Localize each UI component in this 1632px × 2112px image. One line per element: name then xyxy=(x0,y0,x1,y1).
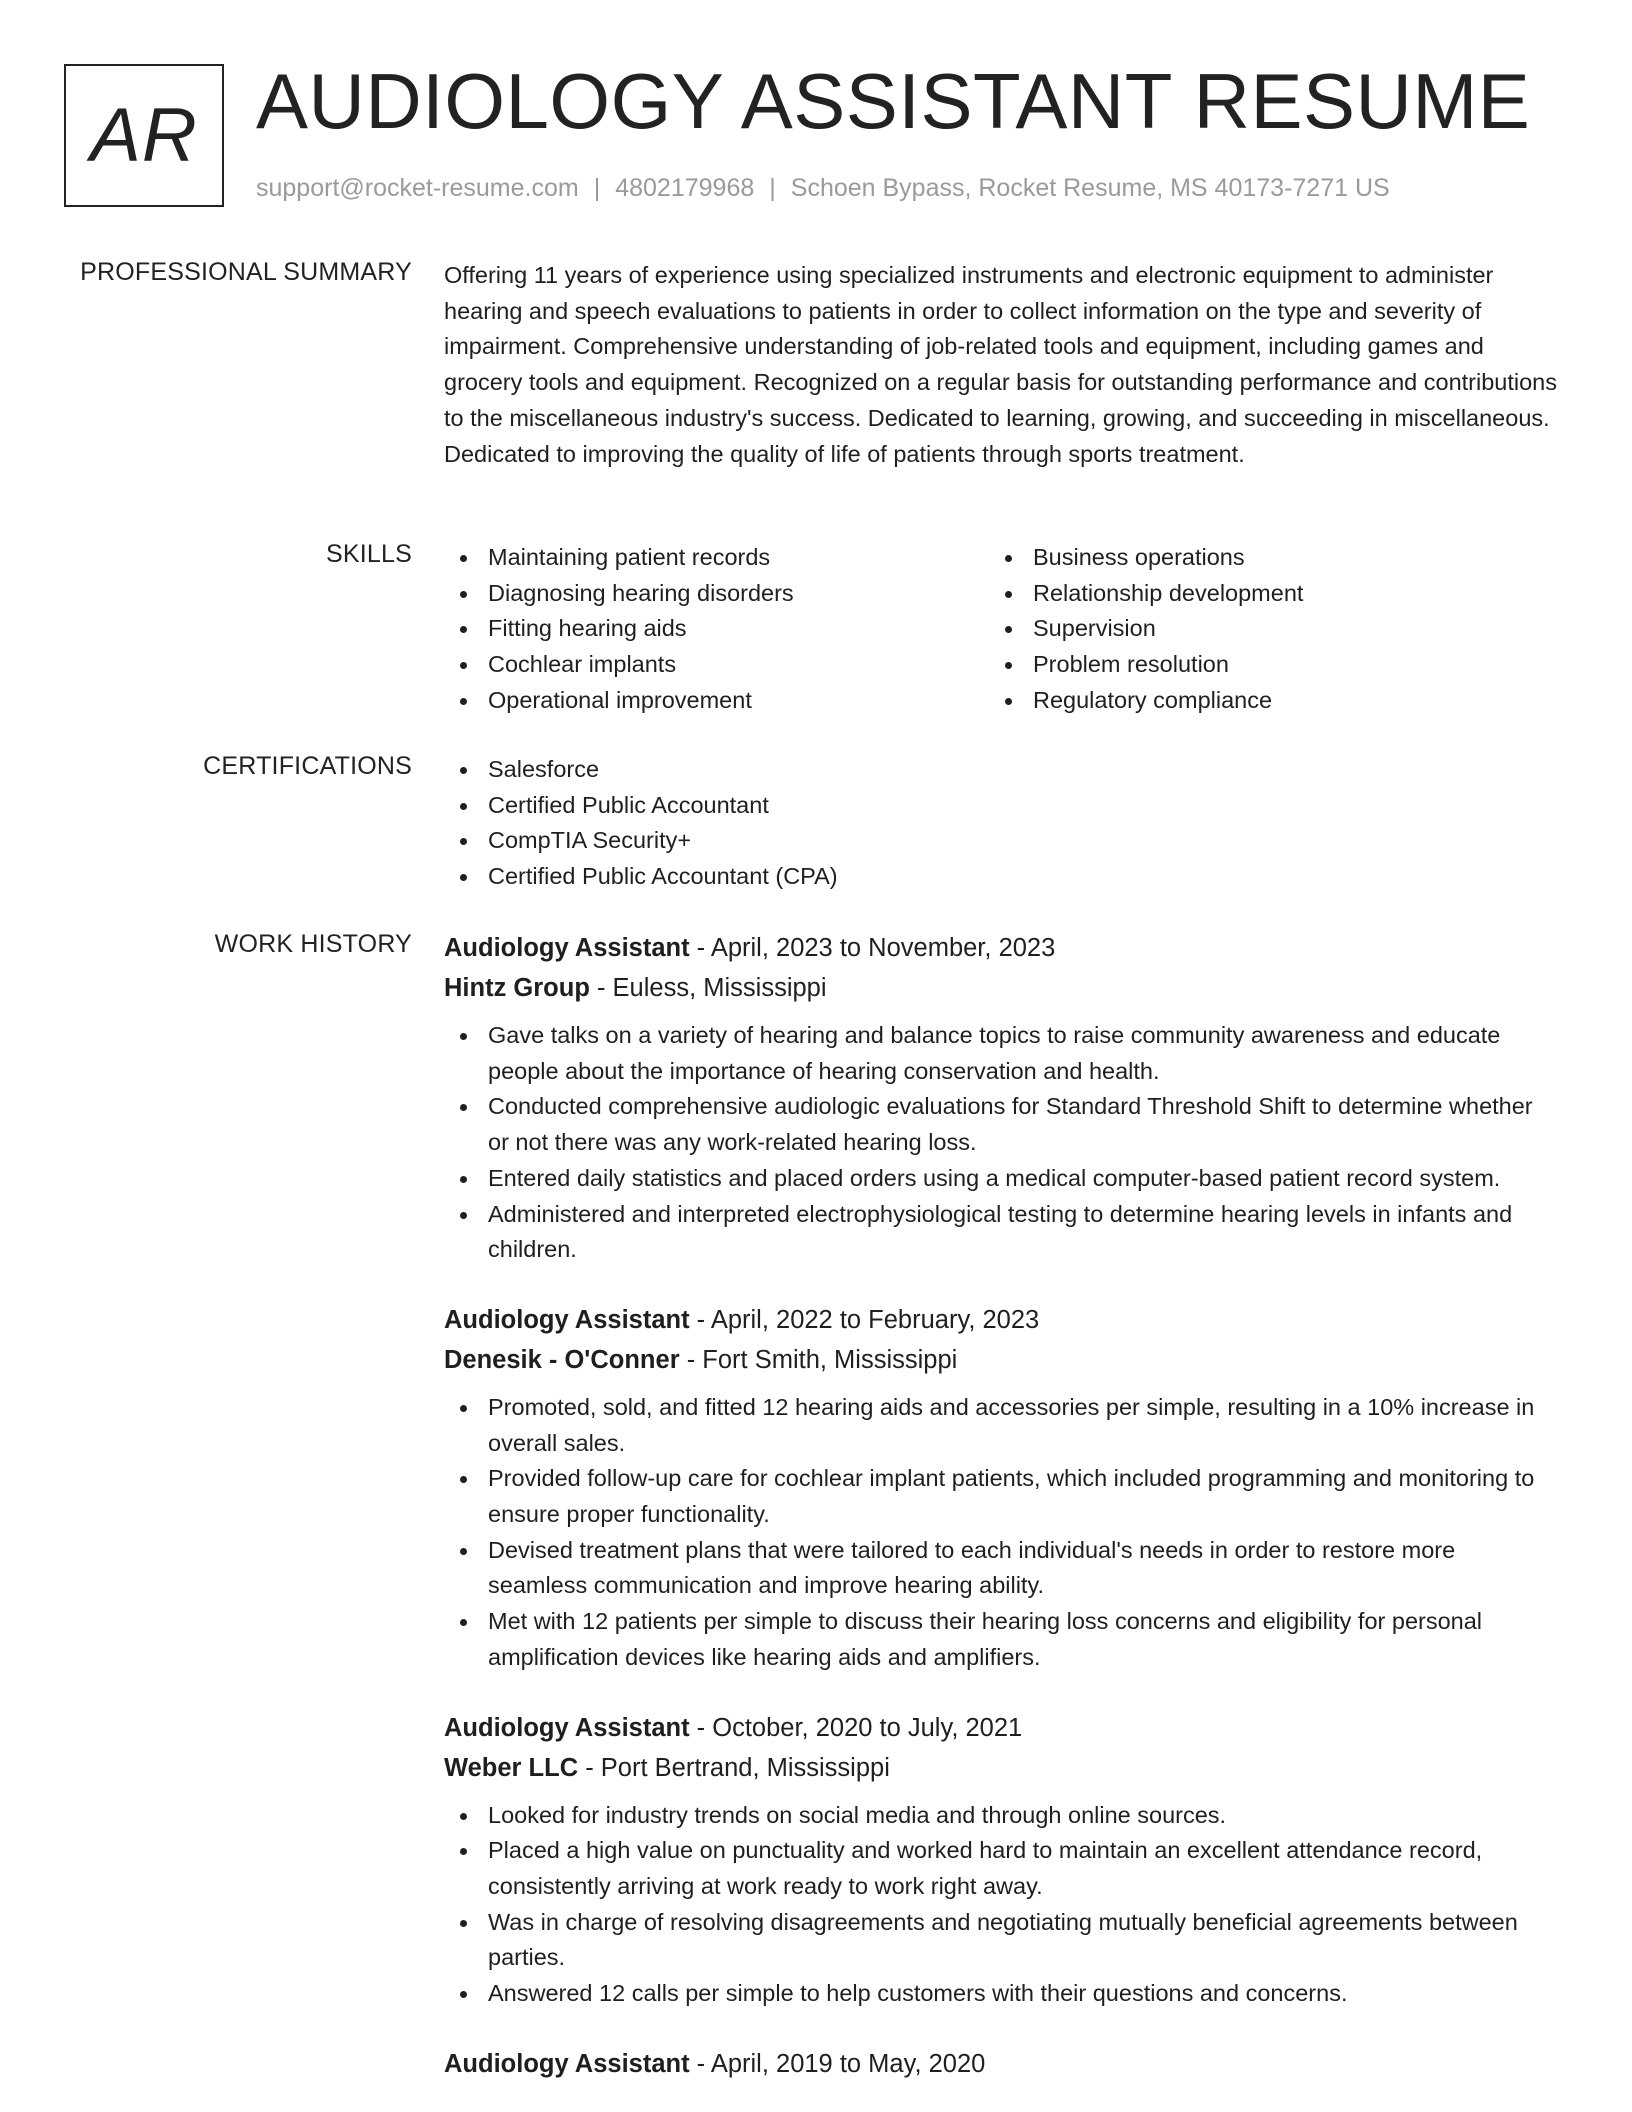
job-bullet: Met with 12 patients per simple to discuss their hearing loss concerns and eligibility for personal amplification devices like hearing aids and amplifiers. xyxy=(444,1604,1560,1675)
job-title-line xyxy=(444,1300,1560,1340)
work-history-body xyxy=(444,928,1560,2112)
skill-item: Relationship development xyxy=(989,576,1534,612)
job-bullets xyxy=(444,1390,1560,1676)
contact-phone[interactable]: 4802179968 xyxy=(615,174,755,202)
skills-list-right xyxy=(989,540,1534,719)
skill-item: Maintaining patient records xyxy=(444,540,989,576)
summary-text: Offering 11 years of experience using specialized instruments and electronic equipment to administer hearing and speech evaluations to patients in order to collect information on the type and severity of impairment. Comprehensive understanding of job-related tools and equipment, including games and grocery tools and equipment. Recognized on a regular basis for outstanding performance and contributions to the miscellaneous industry's success. Dedicated to learning, growing, and succeeding in miscellaneous. Dedicated to improving the quality of life of patients through sports treatment. xyxy=(444,262,1558,467)
job-entry xyxy=(444,1708,1560,2012)
skill-item: Operational improvement xyxy=(444,683,989,719)
skills-columns xyxy=(444,540,1560,719)
contact-separator: | xyxy=(593,174,601,202)
job-title: Audiology Assistant xyxy=(444,934,690,962)
certification-item: Certified Public Accountant xyxy=(444,788,1560,824)
job-entry xyxy=(444,928,1560,1268)
job-company: Hintz Group xyxy=(444,974,590,1002)
job-dates: - April, 2019 to May, 2020 xyxy=(689,2049,986,2078)
job-bullet: Promoted, sold, and fitted 12 hearing aids and accessories per simple, resulting in a 10% increase in overall sales. xyxy=(444,1390,1560,1461)
job-location: - Fort Smith, Mississippi xyxy=(679,1345,958,1374)
job-bullet: Entered daily statistics and placed orders using a medical computer-based patient record system. xyxy=(444,1161,1560,1197)
job-company: Weber LLC xyxy=(444,1753,579,1782)
monogram-initials: AR xyxy=(90,93,198,178)
job-bullets xyxy=(444,1798,1560,2012)
job-dates: - April, 2023 to November, 2023 xyxy=(689,934,1056,962)
job-bullet: Placed a high value on punctuality and worked hard to maintain an excellent attendance record, consistently arriving at work ready to work right away. xyxy=(444,1833,1560,1904)
contact-email[interactable]: support@rocket-resume.com xyxy=(256,174,579,202)
job-title-line xyxy=(444,2044,1560,2084)
job-company-line xyxy=(444,1748,1560,1788)
job-dates: - October, 2020 to July, 2021 xyxy=(689,1713,1023,1742)
job-title-line xyxy=(444,928,1560,968)
section-label: PROFESSIONAL SUMMARY xyxy=(80,258,412,286)
job-bullet: Gave talks on a variety of hearing and balance topics to raise community awareness and educate people about the importance of hearing conservation and health. xyxy=(444,1018,1560,1089)
skills-list-left xyxy=(444,540,989,719)
certification-item: CompTIA Security+ xyxy=(444,823,1560,859)
job-entry xyxy=(444,2044,1560,2084)
job-bullet: Devised treatment plans that were tailored to each individual's needs in order to restore more seamless communication and improve hearing ability. xyxy=(444,1533,1560,1604)
skill-item: Supervision xyxy=(989,611,1534,647)
skill-item: Regulatory compliance xyxy=(989,683,1534,719)
skill-item: Cochlear implants xyxy=(444,647,989,683)
resume-title: AUDIOLOGY ASSISTANT RESUME xyxy=(256,57,1531,145)
job-title-line xyxy=(444,1708,1560,1748)
job-company: Denesik - O'Conner xyxy=(444,1345,680,1374)
certifications-list xyxy=(444,752,1560,895)
contact-line xyxy=(256,174,1390,203)
job-title: Audiology Assistant xyxy=(444,2049,690,2078)
certification-item: Salesforce xyxy=(444,752,1560,788)
job-bullet: Looked for industry trends on social media and through online sources. xyxy=(444,1798,1560,1834)
job-bullet: Was in charge of resolving disagreements and negotiating mutually beneficial agreements between parties. xyxy=(444,1905,1560,1976)
job-dates: - April, 2022 to February, 2023 xyxy=(689,1305,1040,1334)
skill-item: Diagnosing hearing disorders xyxy=(444,576,989,612)
job-entry xyxy=(444,1300,1560,1676)
monogram-logo xyxy=(64,64,224,207)
section-label: CERTIFICATIONS xyxy=(203,752,412,780)
job-bullet: Conducted comprehensive audiologic evaluations for Standard Threshold Shift to determine whether or not there was any work-related hearing loss. xyxy=(444,1089,1560,1160)
section-label: SKILLS xyxy=(326,540,412,568)
job-location: - Euless, Mississippi xyxy=(589,974,827,1002)
contact-separator: | xyxy=(769,174,776,202)
job-bullet: Answered 12 calls per simple to help customers with their questions and concerns. xyxy=(444,1976,1560,2012)
job-bullet: Provided follow-up care for cochlear implant patients, which included programming and monitoring to ensure proper functionality. xyxy=(444,1461,1560,1532)
job-bullet: Administered and interpreted electrophysiological testing to determine hearing levels in infants and children. xyxy=(444,1197,1560,1268)
job-company-line xyxy=(444,968,1560,1008)
skill-item: Fitting hearing aids xyxy=(444,611,989,647)
job-location: - Port Bertrand, Mississippi xyxy=(578,1753,890,1782)
skill-item: Problem resolution xyxy=(989,647,1534,683)
certifications-body xyxy=(444,752,1560,895)
certification-item: Certified Public Accountant (CPA) xyxy=(444,859,1560,895)
section-label: WORK HISTORY xyxy=(214,930,412,958)
job-title: Audiology Assistant xyxy=(444,1713,690,1742)
job-bullets xyxy=(444,1018,1560,1268)
contact-address: Schoen Bypass, Rocket Resume, MS 40173-7271 US xyxy=(790,174,1390,202)
job-title: Audiology Assistant xyxy=(444,1305,690,1334)
job-company-line xyxy=(444,1340,1560,1380)
skill-item: Business operations xyxy=(989,540,1534,576)
